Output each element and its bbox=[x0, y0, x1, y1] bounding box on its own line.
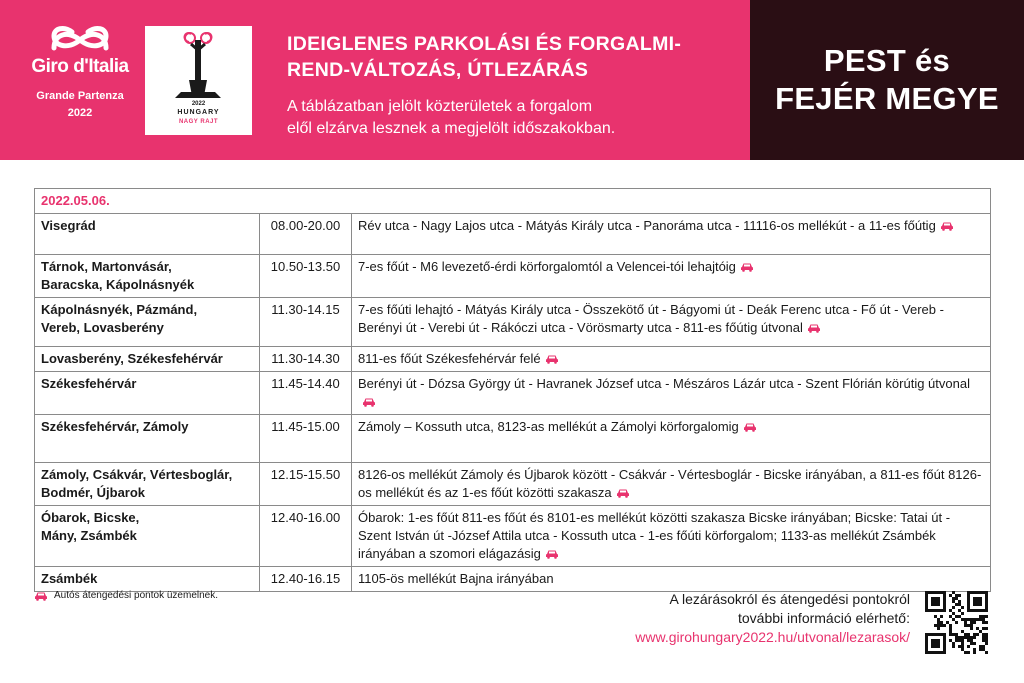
info-block bbox=[560, 590, 910, 647]
row-place bbox=[35, 567, 260, 592]
closure-table bbox=[34, 188, 991, 592]
qr-code-icon[interactable] bbox=[925, 591, 988, 654]
title-line-1: IDEIGLENES PARKOLÁSI ÉS FORGALMI- bbox=[287, 33, 682, 55]
row-place bbox=[35, 214, 260, 255]
row-time: 12.15-15.50 bbox=[260, 463, 352, 506]
row-route-text: 8126-os mellékút Zámoly és Újbarok között - Csákvár - Vértesboglár - Bicske irányában, a 811-es főút 8126-os mellékút és az 1-es főút közötti szakasza bbox=[358, 467, 982, 500]
car-icon bbox=[545, 549, 559, 559]
row-time: 11.30-14.30 bbox=[260, 347, 352, 372]
car-icon bbox=[545, 354, 559, 364]
row-place bbox=[35, 506, 260, 567]
table-row bbox=[35, 567, 991, 592]
row-place-line-2: Baracska, Kápolnásnyék bbox=[41, 277, 195, 292]
row-place bbox=[35, 347, 260, 372]
row-time: 12.40-16.00 bbox=[260, 506, 352, 567]
row-place-line-2: Bodmér, Újbarok bbox=[41, 485, 146, 500]
row-place-line-1: Lovasberény, Székesfehérvár bbox=[41, 351, 223, 366]
giro-year: 2022 bbox=[67, 107, 93, 119]
row-route-text: Rév utca - Nagy Lajos utca - Mátyás Király utca - Panoráma utca - 11116-os mellékút - a 11-es főútig bbox=[358, 218, 936, 233]
row-route-text: 7-es főút - M6 levezető-érdi körforgalomtól a Velencei-tói lehajtóig bbox=[358, 259, 736, 274]
row-time: 11.45-15.00 bbox=[260, 415, 352, 463]
info-link[interactable]: www.girohungary2022.hu/utvonal/lezarasok/ bbox=[635, 629, 910, 645]
title-line-2: REND-VÁLTOZÁS, ÚTLEZÁRÁS bbox=[287, 59, 589, 81]
description-line-1: A táblázatban jelölt közterületek a forgalom bbox=[287, 98, 593, 115]
row-route-text: 811-es főút Székesfehérvár felé bbox=[358, 351, 541, 366]
emblem-country: HUNGARY bbox=[177, 109, 220, 116]
row-place-line-1: Óbarok, Bicske, bbox=[41, 510, 140, 525]
region-line-2: FEJÉR MEGYE bbox=[775, 81, 999, 116]
info-line-2: további információ elérhető: bbox=[738, 610, 910, 626]
giro-subtitle: Grande Partenza bbox=[36, 90, 124, 102]
header-pink-panel bbox=[0, 0, 750, 160]
row-place bbox=[35, 372, 260, 415]
row-place-line-2: Vereb, Lovasberény bbox=[41, 320, 164, 335]
emblem-subtitle: NAGY RAJT bbox=[178, 119, 219, 125]
row-place-line-2: Mány, Zsámbék bbox=[41, 528, 137, 543]
giro-logo-block bbox=[24, 24, 136, 119]
car-icon bbox=[807, 323, 821, 333]
row-place-line-1: Kápolnásnyék, Pázmánd, bbox=[41, 302, 198, 317]
table-row bbox=[35, 463, 991, 506]
row-place-line-1: Visegrád bbox=[41, 218, 96, 233]
region-line-1: PEST és bbox=[823, 43, 951, 78]
description-line-2: elől elzárva lesznek a megjelölt időszakokban. bbox=[287, 120, 616, 137]
row-place-line-1: Székesfehérvár bbox=[41, 376, 137, 391]
row-route bbox=[352, 347, 991, 372]
table-row bbox=[35, 214, 991, 255]
page-title bbox=[287, 31, 737, 83]
row-route bbox=[352, 567, 991, 592]
row-place-line-1: Székesfehérvár, Zámoly bbox=[41, 419, 189, 434]
row-route-text: 1105-ös mellékút Bajna irányában bbox=[358, 571, 554, 586]
giro-logo-icon bbox=[48, 24, 112, 54]
row-route bbox=[352, 463, 991, 506]
table-row bbox=[35, 298, 991, 347]
row-time: 12.40-16.15 bbox=[260, 567, 352, 592]
table-date: 2022.05.06. bbox=[35, 189, 991, 214]
row-time: 11.45-14.40 bbox=[260, 372, 352, 415]
region-panel bbox=[750, 0, 1024, 160]
row-route-text: Zámoly – Kossuth utca, 8123-as mellékút a Zámolyi körforgalomig bbox=[358, 419, 739, 434]
row-route-text: Óbarok: 1-es főút 811-es főút és 8101-es mellékút közötti szakasza Bicske irányában; Bicske: Tatai út - Szent István út -József Attila utca - Kossuth utca - 1-es főúti körforgalom; 1133-as mellékút Zsámbék irányában a szomori elágazásig bbox=[358, 510, 951, 561]
row-place bbox=[35, 298, 260, 347]
header bbox=[0, 0, 1024, 160]
row-route-text: Berényi út - Dózsa György út - Havranek József utca - Mészáros Lázár utca - Szent Flórián körútig útvonal bbox=[358, 376, 970, 391]
table-row bbox=[35, 506, 991, 567]
emblem-year: 2022 bbox=[191, 101, 206, 107]
car-note-text: Autós átengedési pontok üzemelnek. bbox=[54, 590, 218, 601]
giro-name: Giro d'Italia bbox=[31, 56, 129, 77]
row-route bbox=[352, 415, 991, 463]
table-row bbox=[35, 372, 991, 415]
car-icon bbox=[743, 422, 757, 432]
date-row bbox=[35, 189, 991, 214]
row-place bbox=[35, 415, 260, 463]
car-icon bbox=[616, 488, 630, 498]
row-time: 11.30-14.15 bbox=[260, 298, 352, 347]
row-time: 08.00-20.00 bbox=[260, 214, 352, 255]
row-place-line-1: Tárnok, Martonvásár, bbox=[41, 259, 172, 274]
table-row bbox=[35, 415, 991, 463]
hungary-emblem bbox=[145, 26, 252, 135]
car-icon bbox=[940, 221, 954, 231]
info-line-1: A lezárásokról és átengedési pontokról bbox=[669, 591, 910, 607]
row-route-text: 7-es főúti lehajtó - Mátyás Király utca - Összekötő út - Bágyomi út - Deák Ferenc utca - Fő út - Vereb - Berényi út - Verebi út - Rákóczi utca - Vörösmarty utca - 811-es főútig útvonal bbox=[358, 302, 944, 335]
row-place-line-1: Zsámbék bbox=[41, 571, 98, 586]
table-row bbox=[35, 255, 991, 298]
car-icon bbox=[740, 262, 754, 272]
table-row bbox=[35, 347, 991, 372]
page-description bbox=[287, 96, 737, 140]
car-note bbox=[34, 590, 218, 601]
row-place-line-1: Zámoly, Csákvár, Vértesboglár, bbox=[41, 467, 233, 482]
row-time: 10.50-13.50 bbox=[260, 255, 352, 298]
row-place bbox=[35, 255, 260, 298]
row-route bbox=[352, 214, 991, 255]
row-route bbox=[352, 255, 991, 298]
car-icon bbox=[362, 397, 376, 407]
car-icon bbox=[34, 591, 48, 601]
row-route bbox=[352, 372, 991, 415]
row-place bbox=[35, 463, 260, 506]
region-title bbox=[775, 42, 999, 118]
row-route bbox=[352, 298, 991, 347]
row-route bbox=[352, 506, 991, 567]
